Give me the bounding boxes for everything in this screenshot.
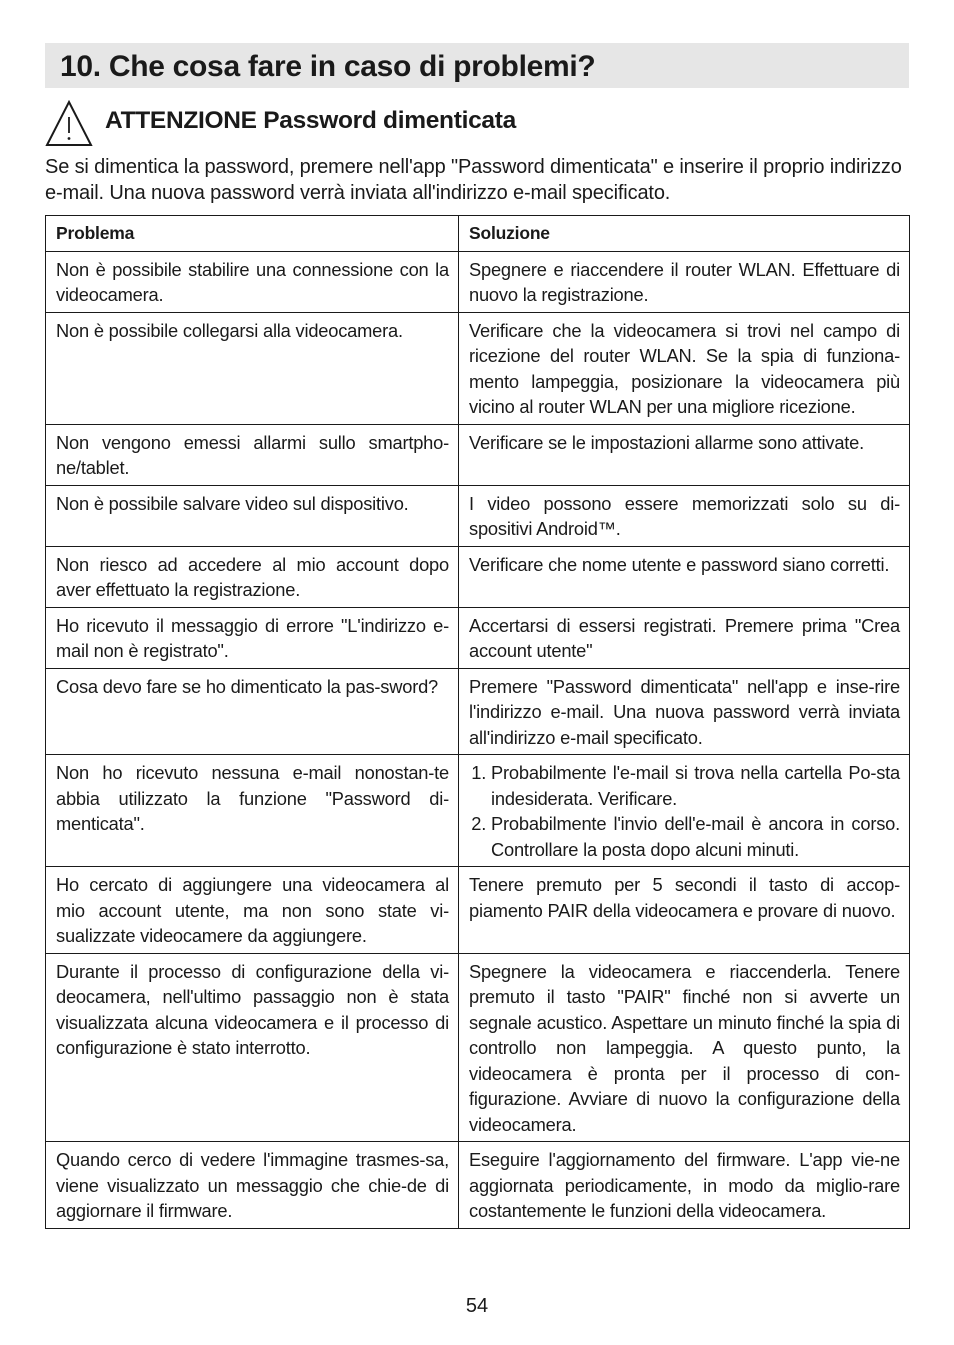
section-heading-bar (45, 43, 909, 88)
solution-cell: Eseguire l'aggiornamento del firmware. L'app vie-ne aggiornata periodicamente, in modo da miglio-rare costantemente le funzioni della videocamera. (459, 1142, 910, 1229)
problem-cell: Non è possibile collegarsi alla videocamera. (46, 312, 459, 424)
solution-cell: Verificare che la videocamera si trovi nel campo di ricezione del router WLAN. Se la spia di funziona-mento lampeggia, posizionare la videocamera più vicino al router WLAN per una migliore ricezione. (459, 312, 910, 424)
problem-cell: Non è possibile salvare video sul dispositivo. (46, 485, 459, 546)
problem-cell: Ho ricevuto il messaggio di errore "L'indirizzo e-mail non è registrato". (46, 607, 459, 668)
problem-cell: Non è possibile stabilire una connessione con la videocamera. (46, 251, 459, 312)
solution-cell: Accertarsi di essersi registrati. Premere prima "Crea account utente" (459, 607, 910, 668)
table-row (46, 424, 910, 485)
solution-list-item: 2. Probabilmente l'invio dell'e-mail è ancora in corso. Controllare la posta dopo alcuni minuti. (491, 811, 900, 862)
table-row (46, 1142, 910, 1229)
problem-cell: Cosa devo fare se ho dimenticato la pas-sword? (46, 668, 459, 755)
header-solution: Soluzione (459, 216, 910, 252)
page-number: 54 (465, 1295, 489, 1317)
problem-cell: Quando cerco di vedere l'immagine trasmes-sa, viene visualizzato un messaggio che chie-de di aggiornare il firmware. (46, 1142, 459, 1229)
solution-cell: Spegnere la videocamera e riaccenderla. Tenere premuto il tasto "PAIR" finché non si avverte un segnale acustico. Aspettare un minuto finché la spia di controllo non lampeggia. A questo punto, la videocamera è pronta per il processo di con-figurazione. Avviare di nuovo la configurazione della videocamera. (459, 953, 910, 1142)
solution-cell: Spegnere e riaccendere il router WLAN. Effettuare di nuovo la registrazione. (459, 251, 910, 312)
problem-cell: Non vengono emessi allarmi sullo smartpho-ne/tablet. (46, 424, 459, 485)
warning-block (45, 100, 909, 150)
warning-title: ATTENZIONE Password dimenticata (105, 107, 516, 134)
table-row (46, 251, 910, 312)
solution-cell (459, 755, 910, 867)
problem-cell: Durante il processo di configurazione della vi-deocamera, nell'ultimo passaggio non è stata visualizzata alcuna videocamera e il processo di configurazione è stato interrotto. (46, 953, 459, 1142)
intro-paragraph: Se si dimentica la password, premere nell'app "Password dimenticata" e inserire il proprio indirizzo e-mail. Una nuova password verrà inviata all'indirizzo e-mail specificato. (45, 156, 902, 204)
problem-cell: Non riesco ad accedere al mio account dopo aver effettuato la registrazione. (46, 546, 459, 607)
table-row (46, 755, 910, 867)
table-row (46, 953, 910, 1142)
table-row (46, 546, 910, 607)
table-row (46, 867, 910, 954)
table-header-row (46, 216, 910, 252)
table-row (46, 312, 910, 424)
section-title: 10. Che cosa fare in caso di problemi? (60, 50, 596, 83)
header-problem: Problema (46, 216, 459, 252)
solution-cell: Verificare se le impostazioni allarme sono attivate. (459, 424, 910, 485)
problem-cell: Non ho ricevuto nessuna e-mail nonostan-te abbia utilizzato la funzione "Password di-menticata". (46, 755, 459, 867)
warning-triangle-icon (45, 100, 93, 148)
solution-cell: Verificare che nome utente e password siano corretti. (459, 546, 910, 607)
table-row (46, 607, 910, 668)
table-row (46, 485, 910, 546)
solution-cell: Tenere premuto per 5 secondi il tasto di accop-piamento PAIR della videocamera e provare di nuovo. (459, 867, 910, 954)
solution-cell: I video possono essere memorizzati solo su di-spositivi Android™. (459, 485, 910, 546)
table-row (46, 668, 910, 755)
solution-cell: Premere "Password dimenticata" nell'app e inse-rire l'indirizzo e-mail. Una nuova password verrà inviata all'indirizzo e-mail specificato. (459, 668, 910, 755)
troubleshooting-table (45, 215, 910, 1229)
problem-cell: Ho cercato di aggiungere una videocamera al mio account utente, ma non sono state vi-sualizzate videocamere da aggiungere. (46, 867, 459, 954)
solution-list-item: 1. Probabilmente l'e-mail si trova nella cartella Po-sta indesiderata. Verificare. (491, 760, 900, 811)
solution-list (469, 760, 900, 862)
